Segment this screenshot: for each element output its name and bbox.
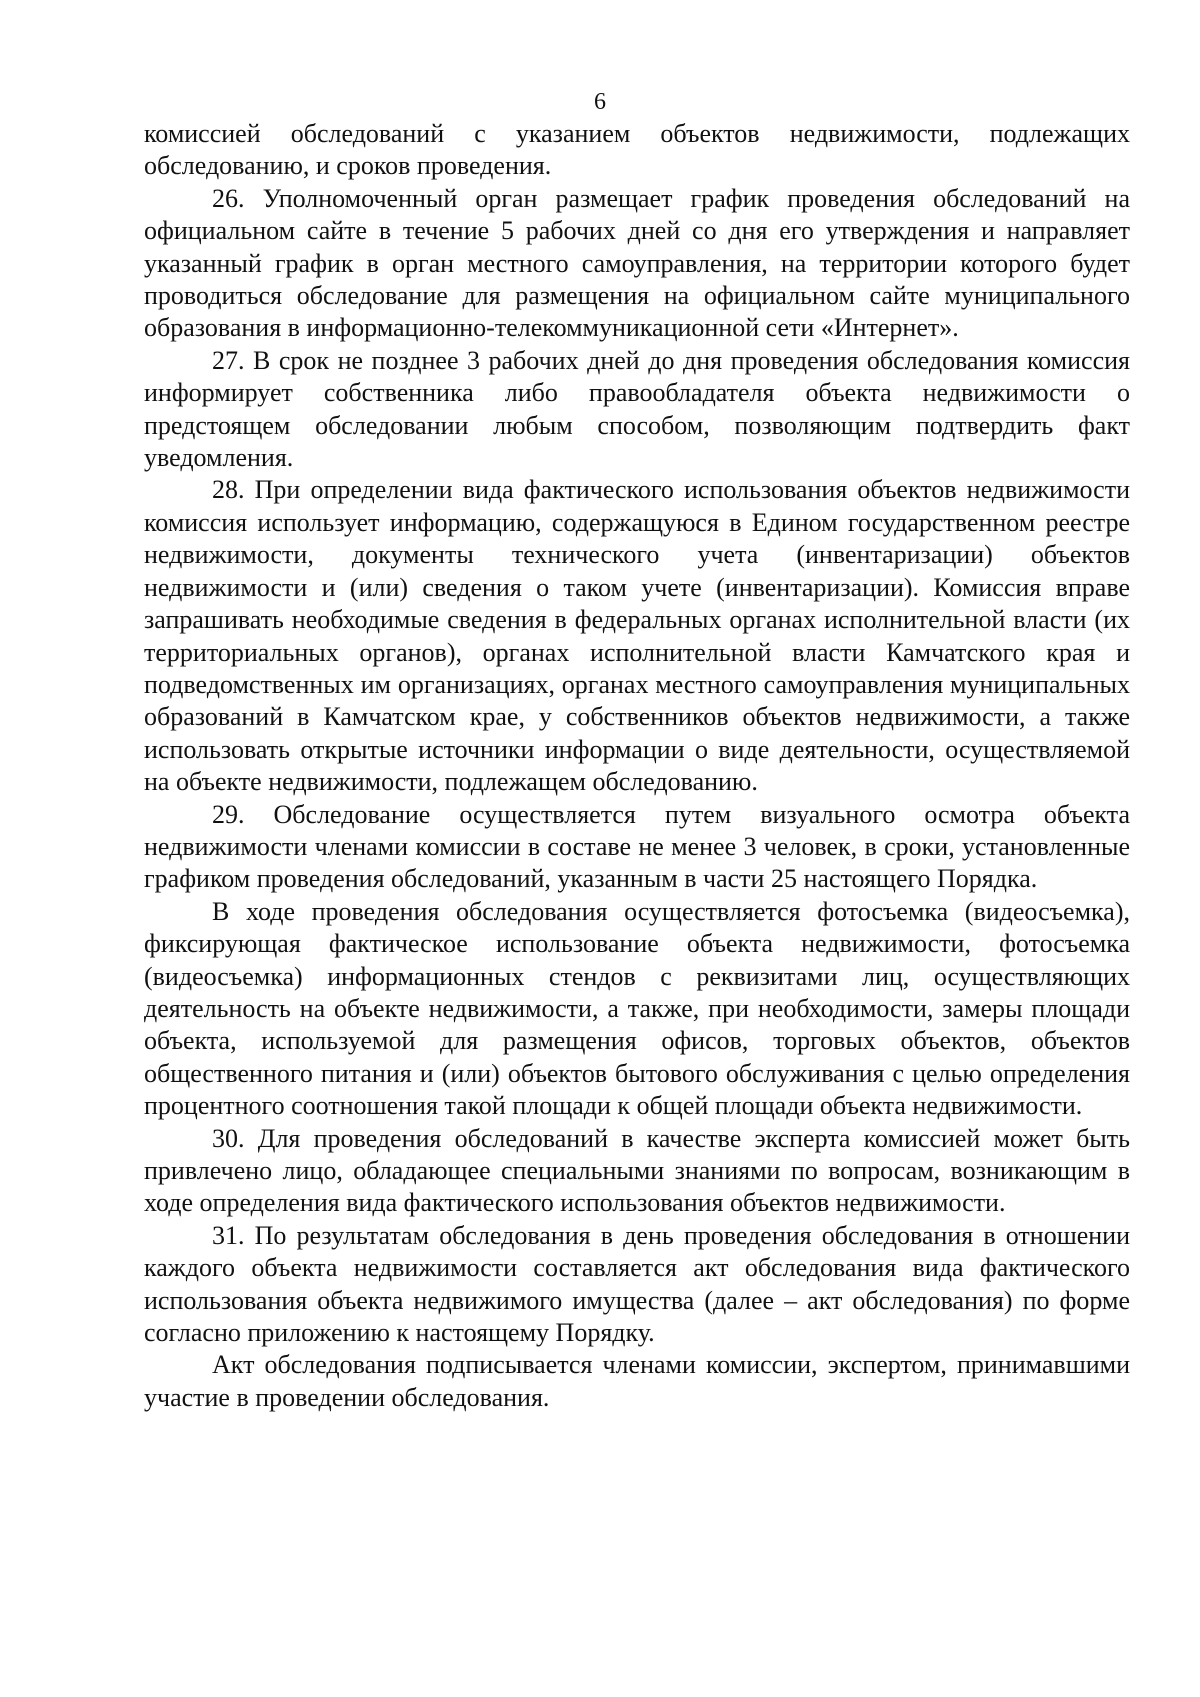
paragraph-26: 26. Уполномоченный орган размещает график проведения обследований на официальном сайте в течение 5 рабочих дней со дня его утверждения и направляет указанный график в орган местного самоуправления, на территории которого будет проводиться обследование для размещения на официальном сайте муниципального образования в информационно-телекоммуникационной сети «Интернет».: [144, 183, 1130, 343]
paragraph-27: 27. В срок не позднее 3 рабочих дней до дня проведения обследования комиссия информирует собственника либо правообладателя объекта недвижимости о предстоящем обследовании любым способом, позволяющим подтвердить факт уведомления.: [144, 345, 1130, 473]
page-number: 6: [594, 89, 606, 115]
document-body: [144, 118, 1130, 1414]
paragraph-continuation: комиссией обследований с указанием объектов недвижимости, подлежащих обследованию, и сроков проведения.: [144, 119, 1130, 181]
paragraph-31: 31. По результатам обследования в день проведения обследования в отношении каждого объекта недвижимости составляется акт обследования вида фактического использования объекта недвижимого имущества (далее – акт обследования) по форме согласно приложению к настоящему Порядку.: [144, 1220, 1130, 1348]
paragraph-31-signature: Акт обследования подписывается членами комиссии, экспертом, принимавшими участие в проведении обследования.: [144, 1350, 1130, 1412]
paragraph-28: 28. При определении вида фактического использования объектов недвижимости комиссия использует информацию, содержащуюся в Едином государственном реестре недвижимости, документы технического учета (инвентаризации) объектов недвижимости и (или) сведения о таком учете (инвентаризации). Комиссия вправе запрашивать необходимые сведения в федеральных органах исполнительной власти (их территориальных органов), органах исполнительной власти Камчатского края и подведомственных им организациях, органах местного самоуправления муниципальных образований в Камчатском крае, у собственников объектов недвижимости, а также использовать открытые источники информации о виде деятельности, осуществляемой на объекте недвижимости, подлежащем обследованию.: [144, 475, 1130, 797]
paragraph-29-photo: В ходе проведения обследования осуществляется фотосъемка (видеосъемка), фиксирующая фактическое использование объекта недвижимости, фотосъемка (видеосъемка) информационных стендов с реквизитами лиц, осуществляющих деятельность на объекте недвижимости, а также, при необходимости, замеры площади объекта, используемой для размещения офисов, торговых объектов, объектов общественного питания и (или) объектов бытового обслуживания с целью определения процентного соотношения такой площади к общей площади объекта недвижимости.: [144, 896, 1130, 1121]
paragraph-30: 30. Для проведения обследований в качестве эксперта комиссией может быть привлечено лицо, обладающее специальными знаниями по вопросам, возникающим в ходе определения вида фактического использования объектов недвижимости.: [144, 1123, 1130, 1218]
paragraph-29: 29. Обследование осуществляется путем визуального осмотра объекта недвижимости членами комиссии в составе не менее 3 человек, в сроки, установленные графиком проведения обследований, указанным в части 25 настоящего Порядка.: [144, 799, 1130, 894]
